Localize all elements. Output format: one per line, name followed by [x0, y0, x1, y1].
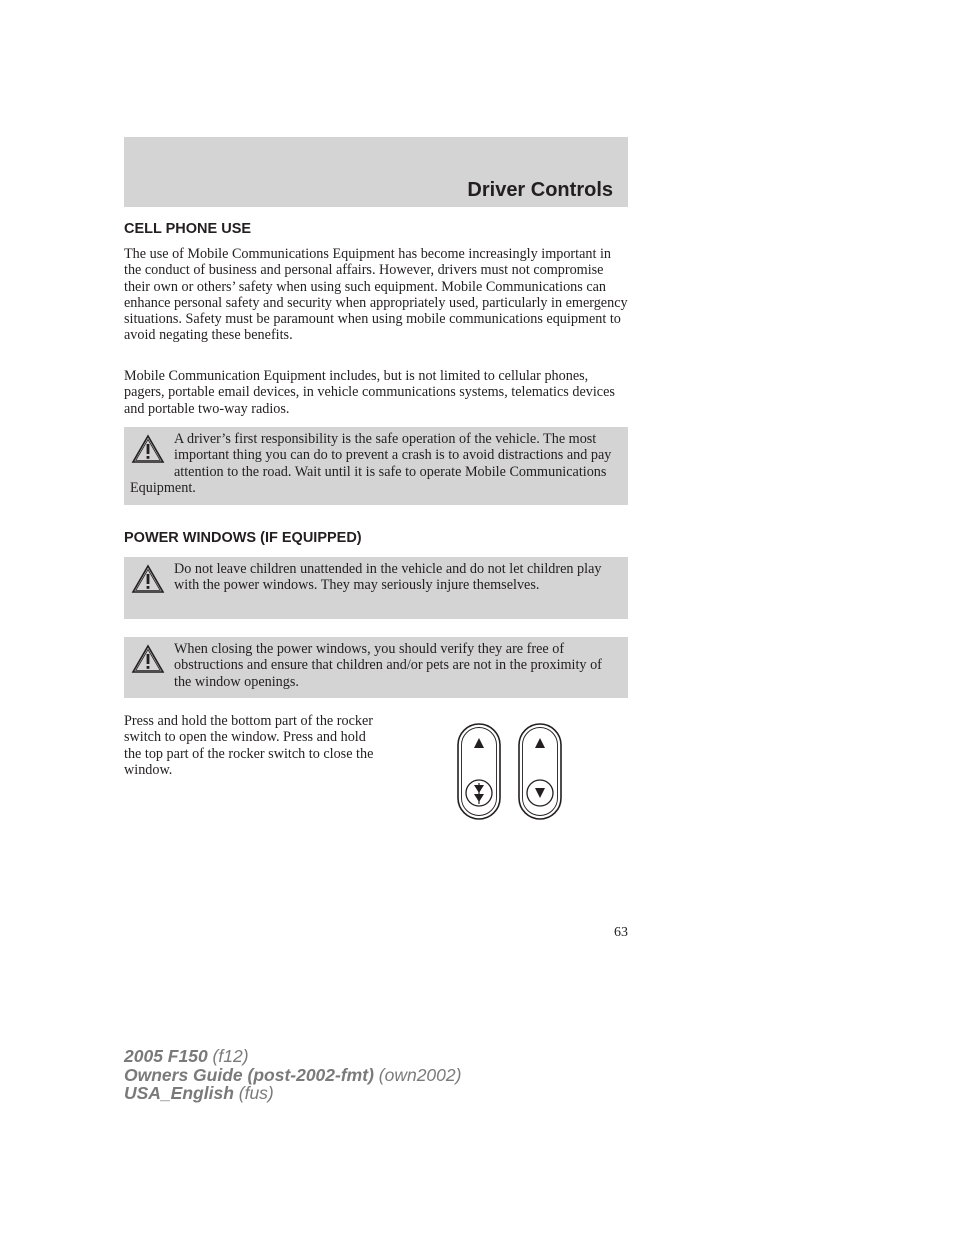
footer-model: 2005 F150 [124, 1046, 208, 1066]
warning-triangle-icon [131, 644, 165, 674]
warning-text: A driver’s first responsibility is the safe operation of the vehicle. The most important thing you can do to prevent a crash is to avoid distractions and pay attention to the road. Wait until it is safe to operate Mobile Communications Equipment. [130, 431, 612, 496]
footer-line-model [124, 1047, 461, 1066]
cell-phone-paragraph-2: Mobile Communication Equipment includes, but is not limited to cellular phones, pagers, portable email devices, in vehicle communications systems, telematics devices and portable two-way radios. [124, 368, 615, 417]
warning-triangle-icon [131, 434, 165, 464]
page-title: Driver Controls [467, 179, 613, 201]
footer-line-guide [124, 1066, 461, 1085]
footer-model-code: (f12) [207, 1046, 249, 1066]
warning-text: Do not leave children unattended in the vehicle and do not let children play with the power windows. They may seriously injure themselves. [174, 561, 602, 594]
rocker-switch-illustration [455, 722, 565, 822]
power-windows-paragraph: Press and hold the bottom part of the rocker switch to open the window. Press and hold the top part of the rocker switch to close the window. [124, 713, 374, 778]
footer-line-language [124, 1084, 461, 1103]
footer-guide-code: (own2002) [373, 1064, 462, 1085]
warning-box-children [124, 557, 628, 619]
warning-box-driver-responsibility [124, 427, 628, 505]
cell-phone-paragraph-1: The use of Mobile Communications Equipment has become increasingly important in the conduct of business and personal affairs. However, drivers must not compromise their own or others’ safety when using such equipment. Mobile Communications can enhance personal safety and security when appropriately used, particularly in emergency situations. Safety must be paramount when using mobile communications equipment to avoid negating these benefits. [124, 246, 628, 344]
footer-language: USA_English [124, 1083, 234, 1103]
document-footer [124, 1047, 461, 1103]
section-heading-cell-phone: CELL PHONE USE [124, 221, 252, 237]
warning-text: When closing the power windows, you should verify they are free of obstructions and ensure that children and/or pets are not in the proximity of the window openings. [174, 641, 602, 690]
footer-guide: Owners Guide (post-2002-fmt) [124, 1064, 374, 1085]
page-number: 63 [614, 925, 628, 940]
warning-triangle-icon [131, 564, 165, 594]
passenger-window-switch [519, 724, 561, 819]
driver-window-switch [458, 724, 500, 819]
footer-language-code: (fus) [233, 1083, 274, 1103]
header-band [124, 137, 628, 207]
section-heading-power-windows: POWER WINDOWS (IF EQUIPPED) [124, 530, 362, 546]
warning-box-obstructions [124, 637, 628, 698]
